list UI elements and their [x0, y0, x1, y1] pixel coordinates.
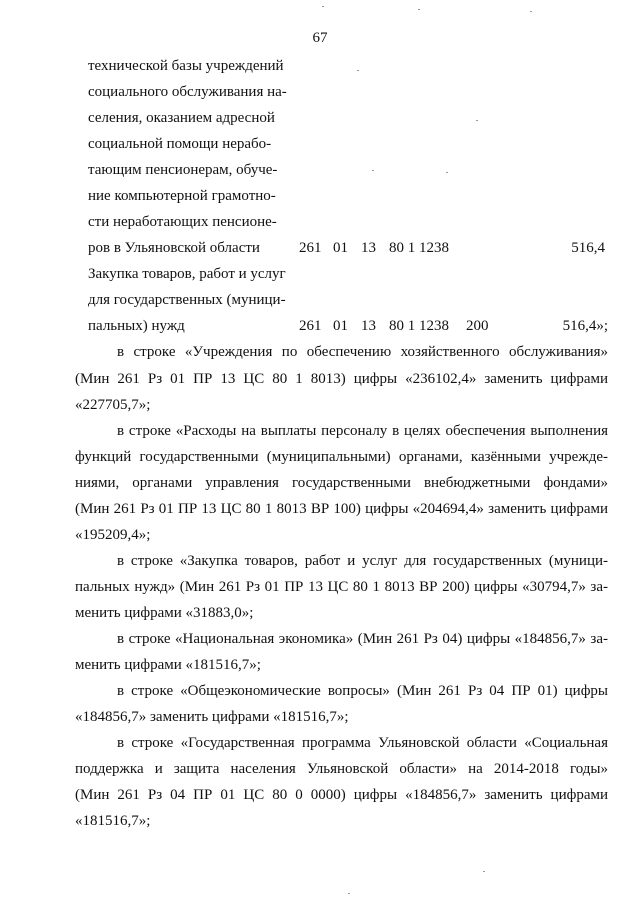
paragraph-line: в строке «Национальная экономика» (Мин 261 Рз 04) цифры «184856,7» за- — [117, 631, 608, 647]
ministry-code: 261 — [299, 318, 322, 334]
paragraph-line: (Мин 261 Рз 01 ПР 13 ЦС 80 1 8013 ВР 100) цифры «204694,4» заменить цифрами — [75, 501, 608, 517]
row-text-line: технической базы учреждений — [88, 58, 284, 74]
paragraph-line: поддержка и защита населения Ульяновской области» на 2014-2018 годы» — [75, 761, 608, 777]
paragraph-line: в строке «Государственная программа Ульяновской области «Социальная — [117, 735, 608, 751]
paragraph-line: ниями, органами управления государственными внебюджетными фондами» — [75, 475, 608, 491]
row-text-line: ние компьютерной грамотно- — [88, 188, 276, 204]
paragraph-line: (Мин 261 Рз 01 ПР 13 ЦС 80 1 8013) цифры «236102,4» заменить цифрами — [75, 371, 608, 387]
subsection-code: 13 — [361, 240, 376, 256]
row-text-line: пальных) нужд — [88, 318, 185, 334]
paragraph-line: пальных нужд» (Мин 261 Рз 01 ПР 13 ЦС 80 1 8013 ВР 200) цифры «30794,7» за- — [75, 579, 608, 595]
amount: 516,4»; — [562, 318, 608, 334]
scan-speck — [372, 170, 374, 171]
subsection-code: 13 — [361, 318, 376, 334]
row-text-line: социального обслуживания на- — [88, 84, 287, 100]
scan-speck — [357, 70, 359, 71]
section-code: 01 — [333, 240, 348, 256]
amount: 516,4 — [571, 240, 605, 256]
ministry-code: 261 — [299, 240, 322, 256]
target-article-code: 80 1 1238 — [389, 318, 449, 334]
scan-speck — [446, 172, 448, 173]
row-text-line: Закупка товаров, работ и услуг — [88, 266, 286, 282]
scan-speck — [418, 9, 420, 10]
paragraph-line: «227705,7»; — [75, 397, 151, 413]
scan-speck — [530, 11, 532, 12]
scan-speck — [348, 893, 350, 894]
paragraph-line: «181516,7»; — [75, 813, 151, 829]
scan-speck — [483, 871, 485, 872]
target-article-code: 80 1 1238 — [389, 240, 449, 256]
row-text-line: ров в Ульяновской области — [88, 240, 260, 256]
row-text-line: селения, оказанием адресной — [88, 110, 275, 126]
paragraph-line: в строке «Расходы на выплаты персоналу в целях обеспечения выполнения — [117, 423, 608, 439]
scan-speck — [476, 120, 478, 121]
paragraph-line: менить цифрами «31883,0»; — [75, 605, 254, 621]
paragraph-line: в строке «Общеэкономические вопросы» (Мин 261 Рз 04 ПР 01) цифры — [117, 683, 608, 699]
paragraph-line: (Мин 261 Рз 04 ПР 01 ЦС 80 0 0000) цифры «184856,7» заменить цифрами — [75, 787, 608, 803]
paragraph-line: в строке «Закупка товаров, работ и услуг для государственных (муници- — [117, 553, 608, 569]
section-code: 01 — [333, 318, 348, 334]
row-text-line: тающим пенсионерам, обуче- — [88, 162, 278, 178]
paragraph-line: «184856,7» заменить цифрами «181516,7»; — [75, 709, 349, 725]
paragraph-line: функций государственными (муниципальными) органами, казёнными учрежде- — [75, 449, 608, 465]
row-text-line: социальной помощи нерабо- — [88, 136, 272, 152]
row-text-line: сти неработающих пенсионе- — [88, 214, 277, 230]
paragraph-line: менить цифрами «181516,7»; — [75, 657, 261, 673]
row-text-line: для государственных (муници- — [88, 292, 286, 308]
expense-type-code: 200 — [466, 318, 489, 334]
scan-speck — [322, 6, 324, 7]
paragraph-line: в строке «Учреждения по обеспечению хозяйственного обслуживания» — [117, 344, 608, 360]
paragraph-line: «195209,4»; — [75, 527, 151, 543]
page-number: 67 — [312, 30, 328, 46]
